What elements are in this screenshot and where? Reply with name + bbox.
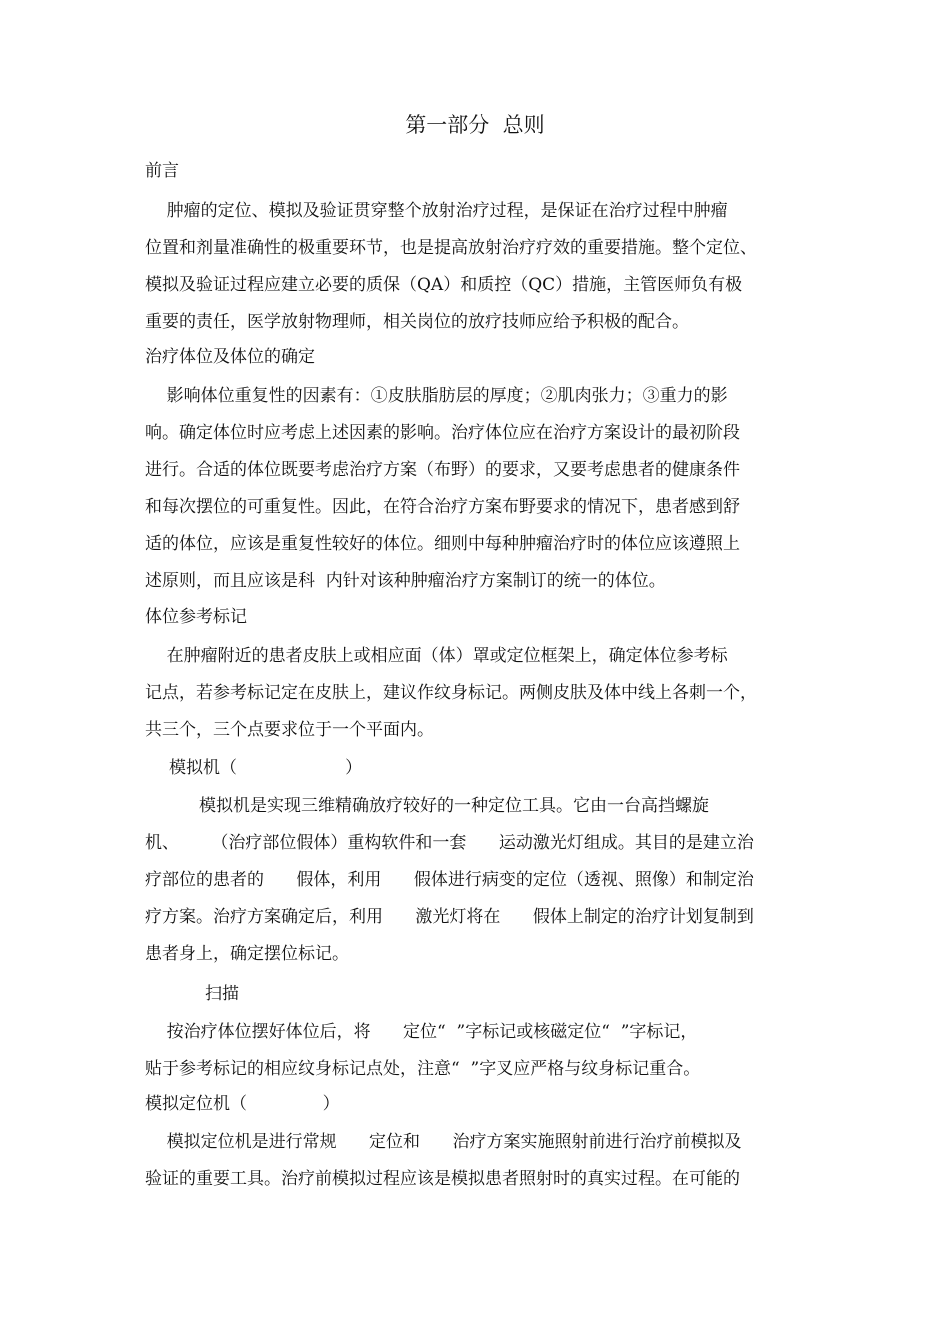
section-body-simulator (145, 788, 810, 973)
paragraph-line: 机、 （治疗部位假体）重构软件和一套 运动激光灯组成。其目的是建立治 (145, 833, 754, 853)
paragraph-line: 模拟定位机是进行常规 定位和 治疗方案实施照射前进行治疗前模拟及 (145, 1132, 742, 1152)
paragraph-line: 述原则，而且应该是科 内针对该种肿瘤治疗方案制订的统一的体位。 (145, 571, 666, 591)
paragraph-line: 模拟及验证过程应建立必要的质保（QA）和质控（QC）措施，主管医师负有极 (145, 275, 743, 295)
section-body-treatment-position (145, 378, 810, 600)
section-body-simulation-locator (145, 1124, 810, 1198)
paragraph-line: 按治疗体位摆好体位后，将 定位“ ”字标记或核磁定位“ ”字标记， (145, 1022, 698, 1042)
section-heading-reference-marks: 体位参考标记 (145, 607, 247, 627)
paragraph-line: 贴于参考标记的相应纹身标记点处，注意“ ”字叉应严格与纹身标记重合。 (145, 1059, 701, 1079)
paragraph-line: 患者身上，确定摆位标记。 (145, 944, 349, 964)
paragraph-line: 适的体位，应该是重复性较好的体位。细则中每种肿瘤治疗时的体位应该遵照上 (145, 534, 740, 554)
paragraph-line: 记点，若参考标记定在皮肤上，建议作纹身标记。两侧皮肤及体中线上各刺一个， (145, 683, 757, 703)
section-body-scan (145, 1014, 810, 1088)
section-heading-simulator: 模拟机（ ） (169, 758, 363, 778)
section-body-reference-marks (145, 638, 810, 749)
paragraph-line: 进行。合适的体位既要考虑治疗方案（布野）的要求，又要考虑患者的健康条件 (145, 460, 740, 480)
paragraph-line: 疗方案。治疗方案确定后，利用 激光灯将在 假体上制定的治疗计划复制到 (145, 907, 754, 927)
paragraph-line: 影响体位重复性的因素有：①皮肤脂肪层的厚度；②肌肉张力；③重力的影 (145, 386, 728, 406)
paragraph-line: 和每次摆位的可重复性。因此，在符合治疗方案布野要求的情况下，患者感到舒 (145, 497, 740, 517)
paragraph-line: 位置和剂量准确性的极重要环节，也是提高放射治疗疗效的重要措施。整个定位、 (145, 238, 757, 258)
paragraph-line: 疗部位的患者的 假体，利用 假体进行病变的定位（透视、照像）和制定治 (145, 870, 754, 890)
paragraph-line: 重要的责任，医学放射物理师，相关岗位的放疗技师应给予积极的配合。 (145, 312, 689, 332)
paragraph-line: 模拟机是实现三维精确放疗较好的一种定位工具。它由一台高挡螺旋 (145, 796, 710, 816)
section-heading-preface: 前言 (145, 161, 179, 181)
section-heading-scan: 扫描 (205, 984, 239, 1004)
paragraph-line: 响。确定体位时应考虑上述因素的影响。治疗体位应在治疗方案设计的最初阶段 (145, 423, 740, 443)
paragraph-line: 在肿瘤附近的患者皮肤上或相应面（体）罩或定位框架上，确定体位参考标 (145, 646, 728, 666)
page-title: 第一部分 总则 (405, 113, 545, 137)
section-heading-simulation-locator: 模拟定位机（ ） (145, 1094, 340, 1114)
paragraph-line: 共三个，三个点要求位于一个平面内。 (145, 720, 434, 740)
section-heading-treatment-position: 治疗体位及体位的确定 (145, 347, 315, 367)
paragraph-line: 肿瘤的定位、模拟及验证贯穿整个放射治疗过程，是保证在治疗过程中肿瘤 (145, 201, 728, 221)
section-body-preface (145, 193, 810, 341)
paragraph-line: 验证的重要工具。治疗前模拟过程应该是模拟患者照射时的真实过程。在可能的 (145, 1169, 740, 1189)
